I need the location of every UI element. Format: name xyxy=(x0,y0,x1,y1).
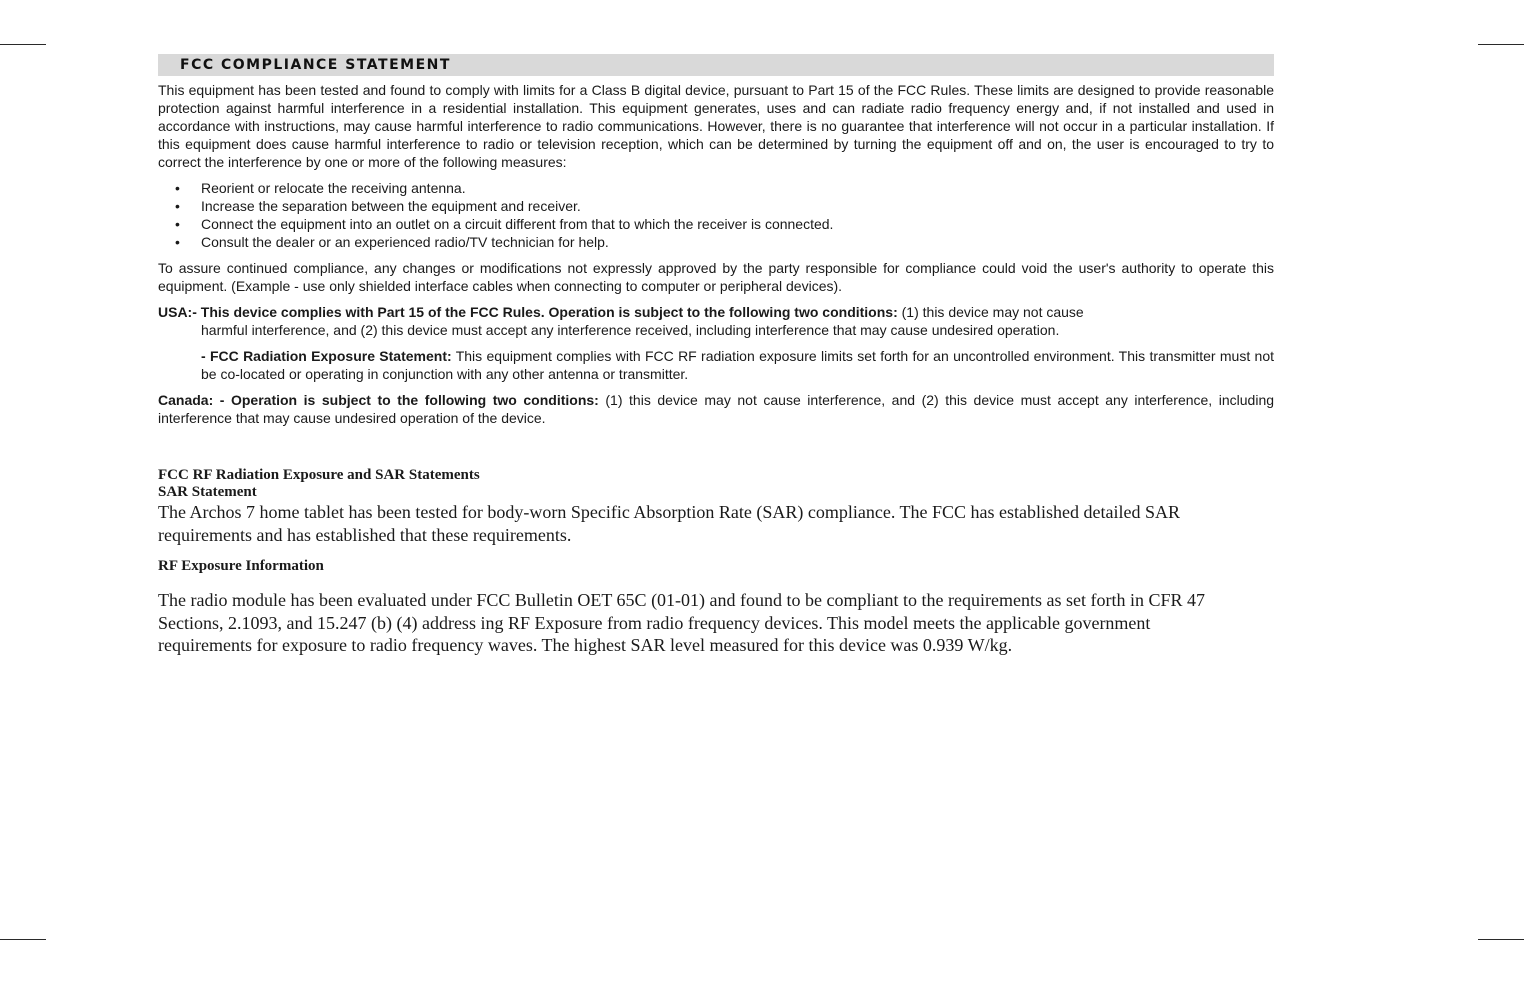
crop-mark-top-left xyxy=(0,44,46,45)
radiation-exposure-statement xyxy=(158,347,1274,383)
canada-text: (1) this device may not cause interference, and (2) this device must accept any interference, including interference that may cause undesired operation of the device. xyxy=(158,392,1275,426)
bullet-icon: • xyxy=(175,234,180,250)
usa-statement xyxy=(158,303,1274,339)
bullet-icon: • xyxy=(175,198,180,214)
rf-body: The radio module has been evaluated under FCC Bulletin OET 65C (01-01) and found to be compliant to the requirements as set forth in CFR 47 Sections, 2.1093, and 15.247 (b) (4) address ing RF Exposure from radio frequency devices. This model meets the applicable government requirements for exposure to radio frequency waves. The highest SAR level measured for this device was 0.939 W/kg. xyxy=(158,590,1205,655)
list-item: • Increase the separation between the equipment and receiver. xyxy=(175,198,581,214)
sar-body: The Archos 7 home tablet has been tested for body-worn Specific Absorption Rate (SAR) compliance. The FCC has established detailed SAR requirements and has established that these requirements. xyxy=(158,502,1180,545)
crop-mark-top-right xyxy=(1478,44,1524,45)
usa-text: (1) this device may not cause xyxy=(897,304,1084,320)
list-item: • Consult the dealer or an experienced radio/TV technician for help. xyxy=(175,234,609,250)
compliance-note: To assure continued compliance, any changes or modifications not expressly approved by the party responsible for compliance could void the user's authority to operate this equipment. (Example - use only shielded interface cables when connecting to computer or peripheral devices). xyxy=(158,260,1274,294)
list-item: • Connect the equipment into an outlet on a circuit different from that to which the receiver is connected. xyxy=(175,216,834,232)
radiation-label: - FCC Radiation Exposure Statement: xyxy=(201,348,452,364)
radiation-text: This equipment complies with FCC RF radiation exposure limits set forth for an uncontrolled environment. This transmitter must not be co-located or operating in conjunction with any other antenna or transmitter. xyxy=(201,348,1275,382)
bullet-icon: • xyxy=(175,216,180,232)
canada-label: Canada: - Operation is subject to the following two conditions: xyxy=(158,392,599,408)
canada-statement xyxy=(158,391,1274,427)
crop-mark-bottom-left xyxy=(0,939,46,940)
document-page xyxy=(158,54,1274,657)
list-item: • Reorient or relocate the receiving antenna. xyxy=(175,180,466,196)
bullet-icon: • xyxy=(175,180,180,196)
sar-section xyxy=(158,467,1274,546)
sar-subtitle: SAR Statement xyxy=(158,484,257,500)
section-banner xyxy=(158,54,1274,76)
usa-label: USA:- This device complies with Part 15 of the FCC Rules. Operation is subject to the following two conditions: xyxy=(158,304,898,320)
intro-paragraph: This equipment has been tested and found to comply with limits for a Class B digital device, pursuant to Part 15 of the FCC Rules. These limits are designed to provide reasonable protection against harmful interference in a residential installation. This equipment generates, uses and can radiate radio frequency energy and, if not installed and used in accordance with instructions, may cause harmful interference to radio communications. However, there is no guarantee that interference will not occur in a particular installation. If this equipment does cause harmful interference to radio or television reception, which can be determined by turning the equipment off and on, the user is encouraged to try to correct the interference by one or more of the following measures: xyxy=(158,82,1274,170)
measures-list xyxy=(158,179,1274,251)
rf-title: RF Exposure Information xyxy=(158,558,324,574)
crop-mark-bottom-right xyxy=(1478,939,1524,940)
usa-text-continued: harmful interference, and (2) this device must accept any interference received, including interference that may cause undesired operation. xyxy=(201,322,1060,338)
sar-section-title: FCC RF Radiation Exposure and SAR Statements xyxy=(158,467,480,483)
banner-title: FCC COMPLIANCE STATEMENT xyxy=(180,57,451,73)
